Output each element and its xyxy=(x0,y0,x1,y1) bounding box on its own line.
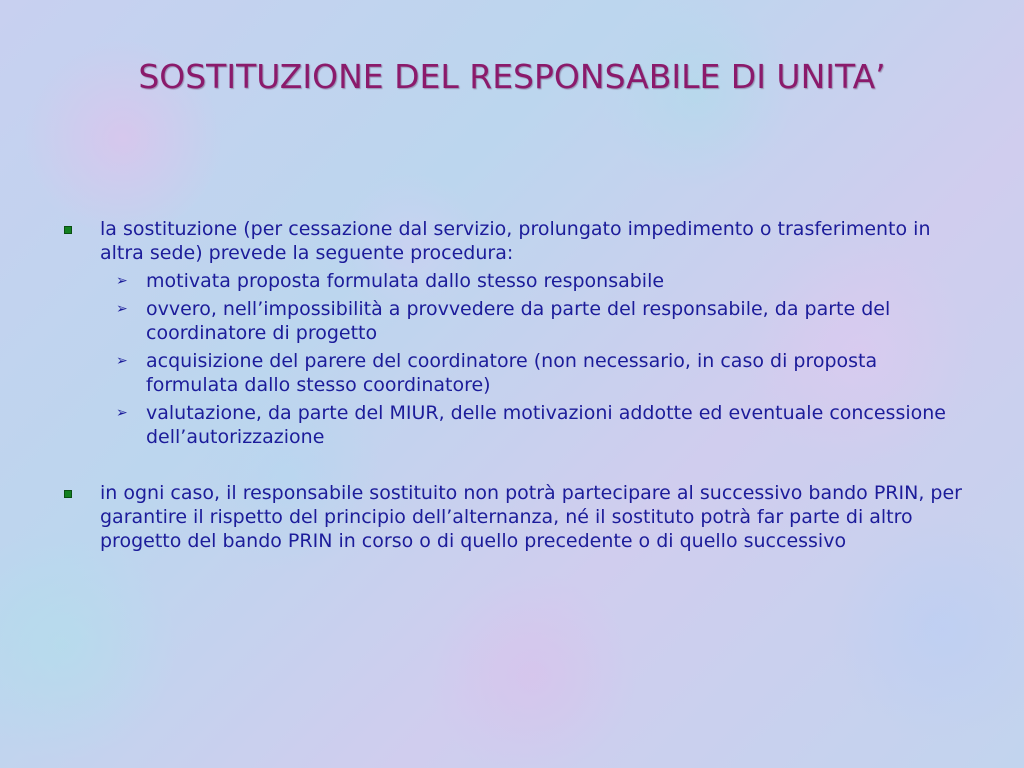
sub-bullet-item xyxy=(100,349,968,397)
bullet-item xyxy=(58,481,968,553)
sub-bullet-text: motivata proposta formulata dallo stesso responsabile xyxy=(146,270,665,292)
sub-bullet-list xyxy=(100,269,968,449)
sub-bullet-text: acquisizione del parere del coordinatore (non necessario, in caso di proposta formulata dallo stesso coordinatore) xyxy=(146,350,878,396)
sub-bullet-text: ovvero, nell’impossibilità a provvedere da parte del responsabile, da parte del coordinatore di progetto xyxy=(146,298,891,344)
square-bullet-icon xyxy=(64,226,72,234)
chevron-bullet-icon: ➢ xyxy=(116,301,128,317)
chevron-bullet-icon: ➢ xyxy=(116,273,128,289)
slide-content xyxy=(58,217,968,553)
bullet-item xyxy=(58,217,968,449)
sub-bullet-item xyxy=(100,269,968,293)
chevron-bullet-icon: ➢ xyxy=(116,405,128,421)
bullet-text: in ogni caso, il responsabile sostituito non potrà partecipare al successivo bando PRIN, per garantire il rispetto del principio dell’alternanza, né il sostituto potrà far parte di altro progetto del bando PRIN in corso o di quello precedente o di quello successivo xyxy=(100,482,962,552)
sub-bullet-item xyxy=(100,297,968,345)
sub-bullet-item xyxy=(100,401,968,449)
slide-title: SOSTITUZIONE DEL RESPONSABILE DI UNITA’ xyxy=(138,57,886,96)
bullet-text: la sostituzione (per cessazione dal servizio, prolungato impedimento o trasferimento in altra sede) prevede la seguente procedura: xyxy=(100,218,931,264)
chevron-bullet-icon: ➢ xyxy=(116,353,128,369)
square-bullet-icon xyxy=(64,490,72,498)
sub-bullet-text: valutazione, da parte del MIUR, delle motivazioni addotte ed eventuale concessione dell’autorizzazione xyxy=(146,402,946,448)
